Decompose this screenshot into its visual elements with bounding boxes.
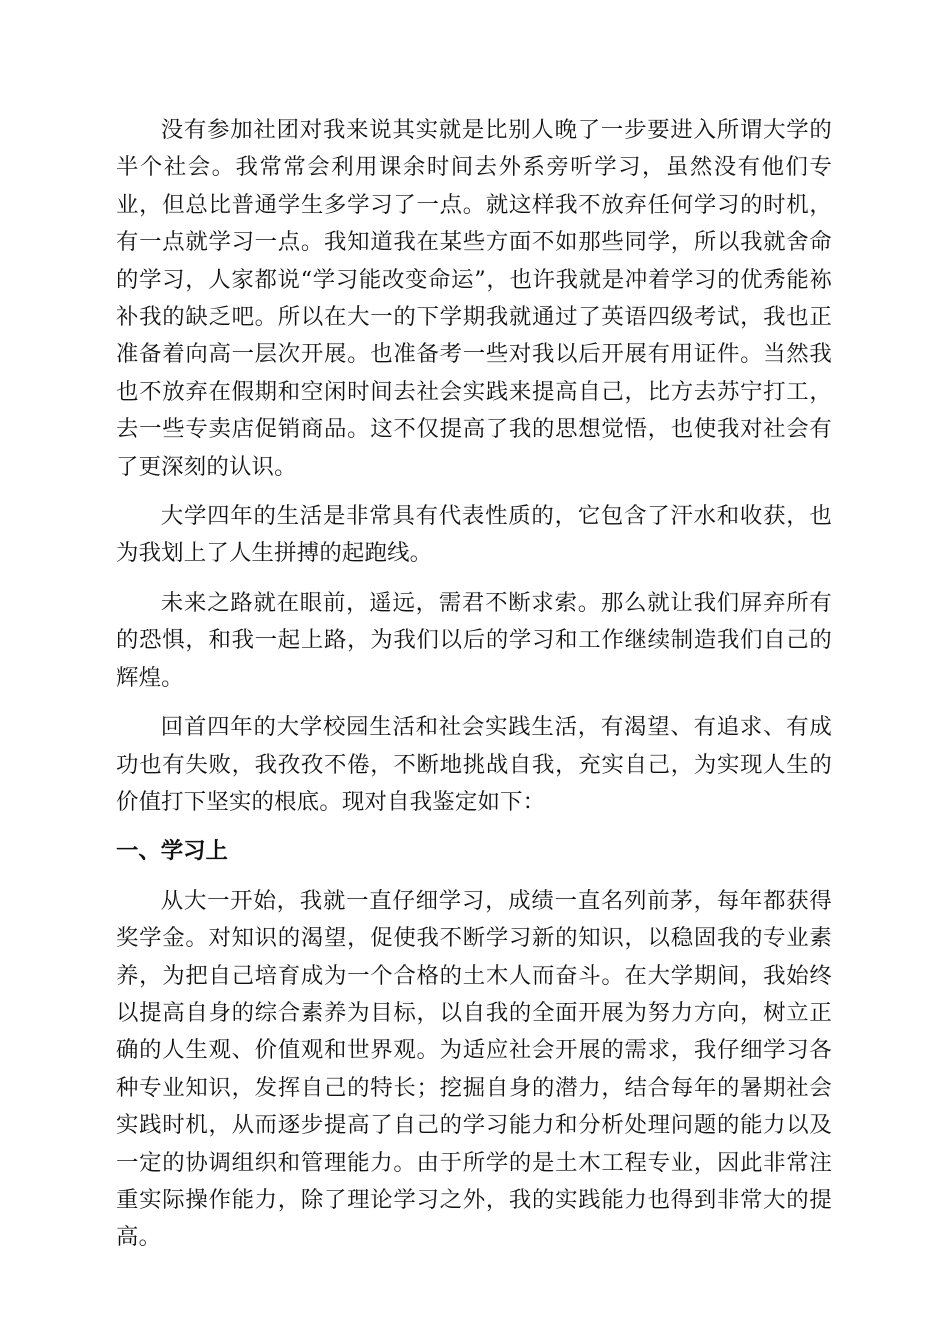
paragraph-study: 从大一开始，我就一直仔细学习，成绩一直名列前茅，每年都获得奖学金。对知识的渴望，促使我不断学习新的知识，以稳固我的专业素养，为把自己培育成为一个合格的土木人而奋斗。在大学期间，我始终以提高自身的综合素养为目标，以自我的全面开展为努力方向，树立正确的人生观、价值观和世界观。为适应社会开展的需求，我仔细学习各种专业知识，发挥自己的特长；挖掘自身的潜力，结合每年的暑期社会实践时机，从而逐步提高了自己的学习能力和分析处理问题的能力以及一定的协调组织和管理能力。由于所学的是土木工程专业，因此非常注重实际操作能力，除了理论学习之外，我的实践能力也得到非常大的提高。 — [116, 887, 832, 1251]
paragraph-four-years: 大学四年的生活是非常具有代表性质的，它包含了汗水和收获，也为我划上了人生拼搏的起跑线。 — [116, 503, 832, 567]
section-heading-study: 一、学习上 — [116, 838, 228, 865]
paragraph-future: 未来之路就在眼前，遥远，需君不断求索。那么就让我们屏弃所有的恐惧，和我一起上路，为我们以后的学习和工作继续制造我们自己的辉煌。 — [116, 589, 832, 691]
paragraph-review: 回首四年的大学校园生活和社会实践生活，有渴望、有追求、有成功也有失败，我孜孜不倦，不断地挑战自我，充实自己，为实现人生的价值打下坚实的根底。现对自我鉴定如下： — [116, 714, 832, 815]
paragraph-club: 没有参加社团对我来说其实就是比别人晚了一步要进入所谓大学的半个社会。我常常会利用课余时间去外系旁听学习，虽然没有他们专业，但总比普通学生多学习了一点。就这样我不放弃任何学习的时机，有一点就学习一点。我知道我在某些方面不如那些同学，所以我就舍命的学习，人家都说“学习能改变命运”，也许我就是冲着学习的优秀能袮补我的缺乏吧。所以在大一的下学期我就通过了英语四级考试，我也正准备着向高一层次开展。也准备考一些对我以后开展有用证件。当然我也不放弃在假期和空闲时间去社会实践来提高自己，比方去苏宁打工，去一些专卖店促销商品。这不仅提高了我的思想觉悟，也使我对社会有了更深刻的认识。 — [116, 117, 832, 480]
